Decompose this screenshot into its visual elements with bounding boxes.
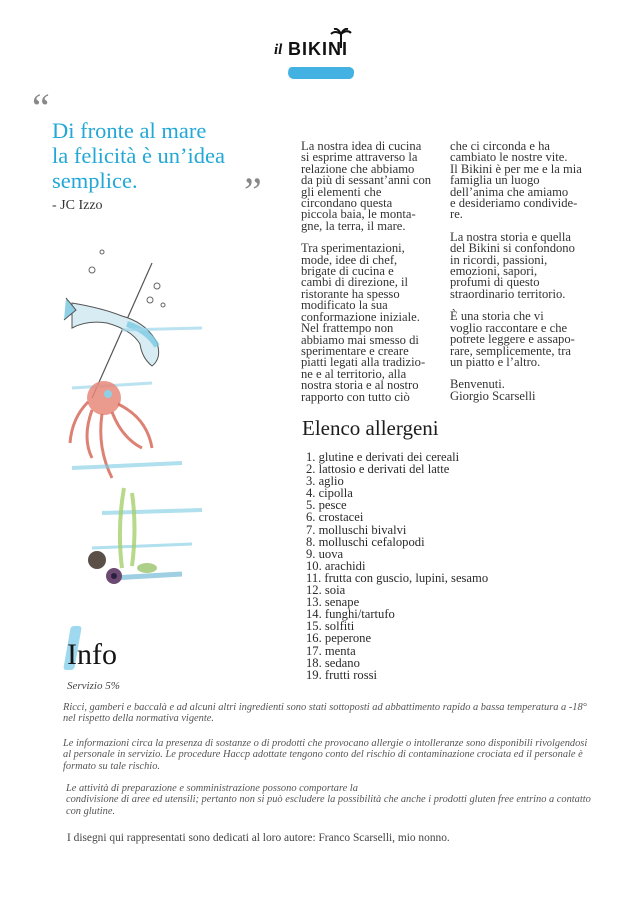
text-line: rapporto con tutto ciò bbox=[301, 389, 410, 404]
text-line: gli elementi che bbox=[301, 184, 382, 199]
text-line: rare, semplicemente, tra bbox=[450, 343, 571, 358]
quote-line: semplice. bbox=[52, 168, 138, 193]
allergen-item: 18. sedano bbox=[306, 655, 360, 670]
allergen-item: 12. soia bbox=[306, 583, 346, 598]
info-title: Info bbox=[67, 638, 117, 671]
allergen-item: 4. cipolla bbox=[306, 486, 353, 501]
allergen-item: 7. molluschi bivalvi bbox=[306, 522, 407, 537]
text-line: gne, la terra, il mare. bbox=[301, 218, 406, 233]
text-line: un piatto e l’altro. bbox=[450, 354, 541, 369]
allergen-item: 9. uova bbox=[306, 546, 344, 561]
text-line: famiglia un luogo bbox=[450, 173, 540, 188]
quote-open-mark: “ bbox=[32, 85, 50, 130]
text-line: Tra sperimentazioni, bbox=[301, 241, 405, 256]
allergen-item: 15. solfiti bbox=[306, 619, 355, 634]
allergen-item: 6. crostacei bbox=[306, 510, 364, 525]
logo bbox=[272, 30, 368, 60]
quote-author: - JC Izzo bbox=[52, 198, 103, 213]
note-gluten bbox=[66, 783, 591, 817]
allergen-item: 5. pesce bbox=[306, 498, 347, 513]
signature bbox=[450, 379, 610, 402]
text-line: Ricci, gamberi e baccalà e ad alcuni altri ingredienti sono stati sottoposti ad abbattimento rapido a bassa temperatura a -18° bbox=[63, 702, 587, 713]
text-line: relazione che abbiamo bbox=[301, 161, 415, 176]
quote-line: la felicità è un’idea bbox=[52, 143, 226, 168]
text-line: I disegni qui rappresentati sono dedicati al loro autore: Franco Scarselli, mio nonno. bbox=[67, 832, 450, 844]
text-line: potrete leggere e assapo- bbox=[450, 332, 575, 347]
palm-tree-icon bbox=[330, 28, 352, 48]
text-line: sperimentare e creare bbox=[301, 343, 409, 358]
text-line: piatti legati alla tradizio- bbox=[301, 355, 426, 370]
intro-paragraph bbox=[450, 311, 610, 368]
allergens-title: Elenco allergeni bbox=[302, 416, 439, 440]
service-charge: Servizio 5% bbox=[67, 680, 120, 692]
text-line: emozioni, sapori, bbox=[450, 264, 538, 279]
note-freezing bbox=[63, 702, 587, 725]
note-allergy-info bbox=[63, 738, 587, 772]
text-line: ne e al territorio, alla bbox=[301, 366, 407, 381]
text-line: È una storia che vi bbox=[450, 309, 544, 324]
text-line: Il Bikini è per me e la mia bbox=[450, 161, 582, 176]
text-line: Nel frattempo non bbox=[301, 321, 394, 336]
text-line: straordinario territorio. bbox=[450, 286, 566, 301]
text-line: piccola baia, le monta- bbox=[301, 207, 416, 222]
allergen-item: 2. lattosio e derivati del latte bbox=[306, 462, 450, 477]
signature-name: Giorgio Scarselli bbox=[450, 388, 536, 403]
text-line: modificato la sua bbox=[301, 298, 388, 313]
text-line: nostra storia e al nostro bbox=[301, 378, 419, 393]
bubble-icons bbox=[89, 250, 165, 307]
logo-prefix: il bbox=[274, 42, 283, 58]
intro-paragraph bbox=[450, 141, 610, 221]
quote-line: Di fronte al mare bbox=[52, 118, 207, 143]
intro-column-1 bbox=[301, 141, 446, 414]
allergen-item: 3. aglio bbox=[306, 474, 344, 489]
allergen-item: 14. funghi/tartufo bbox=[306, 607, 395, 622]
text-line: che ci circonda e ha bbox=[450, 139, 550, 153]
allergen-item: 13. senape bbox=[306, 595, 360, 610]
allergen-item: 16. peperone bbox=[306, 631, 372, 646]
text-line: formato su tale rischio. bbox=[63, 760, 160, 772]
watercolor-illustration bbox=[62, 248, 212, 608]
text-line: cambi di direzione, il bbox=[301, 275, 409, 290]
text-line: La nostra storia e quella bbox=[450, 229, 571, 244]
text-line: condivisione di aree ed utensili; pertanto non si può escludere la possibilità che anche i prodotti gluten free entrino a contatto bbox=[66, 794, 591, 806]
text-line: con glutine. bbox=[66, 805, 116, 817]
text-line: mode, idee di chef, bbox=[301, 252, 398, 267]
text-line: si esprime attraverso la bbox=[301, 150, 418, 165]
text-line: Benvenuti. bbox=[450, 377, 505, 392]
text-line: in ricordi, passioni, bbox=[450, 252, 548, 267]
allergen-item: 11. frutta con guscio, lupini, sesamo bbox=[306, 570, 489, 585]
text-line: da più di sessant’anni con bbox=[301, 173, 432, 188]
text-line: profumi di questo bbox=[450, 275, 540, 290]
text-line: circondano questa bbox=[301, 196, 393, 211]
text-line: Le informazioni circa la presenza di sostanze o di prodotti che provocano allergie o intolleranze sono disponibili rivolgendosi bbox=[63, 738, 588, 749]
text-line: dell’anima che amiamo bbox=[450, 184, 569, 199]
text-line: e desideriamo condivide- bbox=[450, 196, 578, 211]
allergen-item: 17. menta bbox=[306, 643, 356, 658]
text-line: voglio raccontare e che bbox=[450, 320, 568, 335]
intro-paragraph bbox=[301, 141, 446, 232]
allergen-item: 10. arachidi bbox=[306, 558, 366, 573]
allergens-list bbox=[306, 451, 488, 681]
text-line: cambiato le nostre vite. bbox=[450, 150, 568, 165]
text-line: abbiamo mai smesso di bbox=[301, 332, 419, 347]
allergen-item: 19. frutti rossi bbox=[306, 667, 378, 682]
quote-close-mark: ” bbox=[244, 169, 262, 214]
text-line: conformazione iniziale. bbox=[301, 309, 420, 324]
intro-column-2 bbox=[450, 141, 610, 413]
text-line: brigate di cucina e bbox=[301, 264, 394, 279]
allergen-item: 1. glutine e derivati dei cereali bbox=[306, 450, 460, 464]
text-line: La nostra idea di cucina bbox=[301, 139, 422, 153]
logo-name: BIKINI bbox=[288, 39, 348, 59]
logo-brush-stroke bbox=[287, 67, 355, 79]
allergen-item: 8. molluschi cefalopodi bbox=[306, 534, 425, 549]
text-line: re. bbox=[450, 207, 463, 222]
text-line: nel rispetto della normativa vigente. bbox=[63, 713, 214, 725]
note-drawings-dedication bbox=[67, 833, 450, 844]
text-line: ristorante ha spesso bbox=[301, 286, 400, 301]
text-line: Le attività di preparazione e somministrazione possono comportare la bbox=[66, 783, 358, 794]
intro-paragraph bbox=[450, 229, 610, 301]
intro-paragraph bbox=[301, 243, 446, 403]
text-line: al personale in servizio. Le procedure Haccp adottate tengono conto del rischio di contaminazione crociata ed il personale è bbox=[63, 749, 583, 761]
text-line: del Bikini si confondono bbox=[450, 241, 575, 256]
